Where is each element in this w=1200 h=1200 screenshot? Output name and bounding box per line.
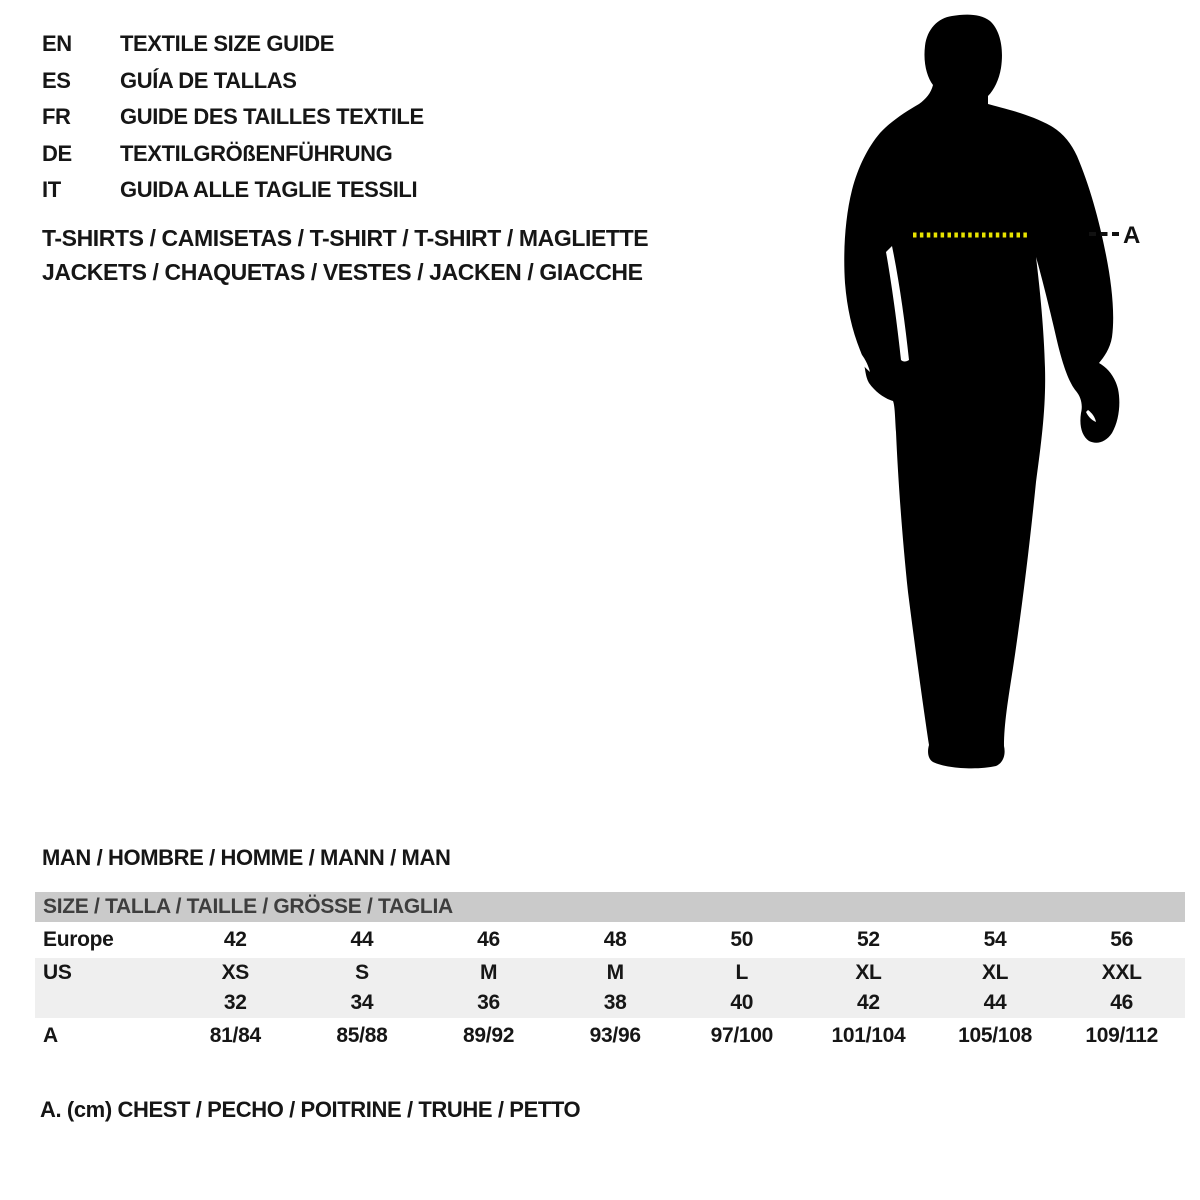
size-cell: M	[606, 961, 624, 984]
size-cell: 56	[1110, 928, 1134, 951]
size-cell: 101/104	[831, 1024, 906, 1047]
table-row-numeric	[35, 988, 1185, 1018]
size-cell: 44	[350, 928, 374, 951]
category-block	[42, 221, 648, 289]
size-cell: 42	[857, 991, 880, 1014]
row-label: A	[43, 1024, 58, 1047]
language-code: EN	[42, 31, 72, 57]
language-row	[42, 63, 424, 100]
size-cell: 50	[730, 928, 754, 951]
table-row-europe	[35, 922, 1185, 958]
size-cell: 32	[223, 991, 247, 1014]
language-title: GUÍA DE TALLAS	[120, 67, 297, 93]
size-cell: 44	[983, 991, 1007, 1014]
size-cell: 38	[603, 991, 627, 1014]
size-cell: 89/92	[463, 1024, 515, 1047]
size-cell: XS	[221, 961, 250, 984]
size-cell: 36	[477, 991, 500, 1014]
size-cell: 109/112	[1085, 1024, 1159, 1047]
man-silhouette-icon	[844, 15, 1119, 769]
size-table-header: SIZE / TALLA / TAILLE / GRÖSSE / TAGLIA	[35, 892, 1185, 922]
measurement-footnote: A. (cm) CHEST / PECHO / POITRINE / TRUHE / PETTO	[40, 1097, 581, 1122]
language-code: ES	[42, 67, 71, 93]
table-row-chest	[35, 1018, 1185, 1054]
size-cell: 97/100	[710, 1024, 774, 1047]
size-cell: XL	[981, 961, 1009, 984]
size-table	[35, 892, 1185, 1054]
category-line-tshirts: T-SHIRTS / CAMISETAS / T-SHIRT / T-SHIRT / MAGLIETTE	[42, 225, 649, 251]
language-title-block	[42, 26, 424, 209]
language-row	[42, 26, 424, 63]
size-cell: XXL	[1101, 961, 1142, 984]
language-title: GUIDE DES TAILLES TEXTILE	[120, 104, 424, 130]
measure-label-a: A	[1123, 222, 1141, 249]
size-cell: XL	[855, 961, 882, 984]
row-label: Europe	[43, 928, 114, 951]
size-cell: 48	[603, 928, 627, 951]
table-row-us	[35, 958, 1185, 988]
language-row	[42, 172, 424, 209]
section-heading-man: MAN / HOMBRE / HOMME / MANN / MAN	[42, 845, 451, 870]
language-title: GUIDA ALLE TAGLIE TESSILI	[120, 177, 418, 203]
category-line-jackets: JACKETS / CHAQUETAS / VESTES / JACKEN / GIACCHE	[42, 259, 643, 285]
size-cell: 105/108	[958, 1024, 1032, 1047]
size-cell: 46	[1110, 991, 1134, 1014]
size-cell: 46	[477, 928, 500, 951]
size-cell: S	[355, 961, 369, 984]
size-cell: 81/84	[209, 1024, 261, 1047]
size-cell: 34	[350, 991, 374, 1014]
language-row	[42, 136, 424, 173]
size-cell: 52	[857, 928, 880, 951]
size-cell: 85/88	[336, 1024, 388, 1047]
size-cell: 54	[983, 928, 1007, 951]
language-title: TEXTILGRÖßENFÜHRUNG	[120, 140, 393, 166]
size-cell: M	[479, 961, 498, 984]
language-title: TEXTILE SIZE GUIDE	[120, 31, 335, 57]
row-label: US	[43, 961, 72, 984]
language-row	[42, 99, 424, 136]
size-cell: 93/96	[589, 1024, 641, 1047]
size-cell: 40	[730, 991, 754, 1014]
language-code: DE	[42, 140, 72, 166]
size-cell: 42	[223, 928, 247, 951]
man-silhouette-diagram	[820, 0, 1200, 800]
size-cell: L	[735, 961, 749, 984]
language-code: FR	[42, 104, 71, 130]
language-code: IT	[42, 177, 61, 203]
